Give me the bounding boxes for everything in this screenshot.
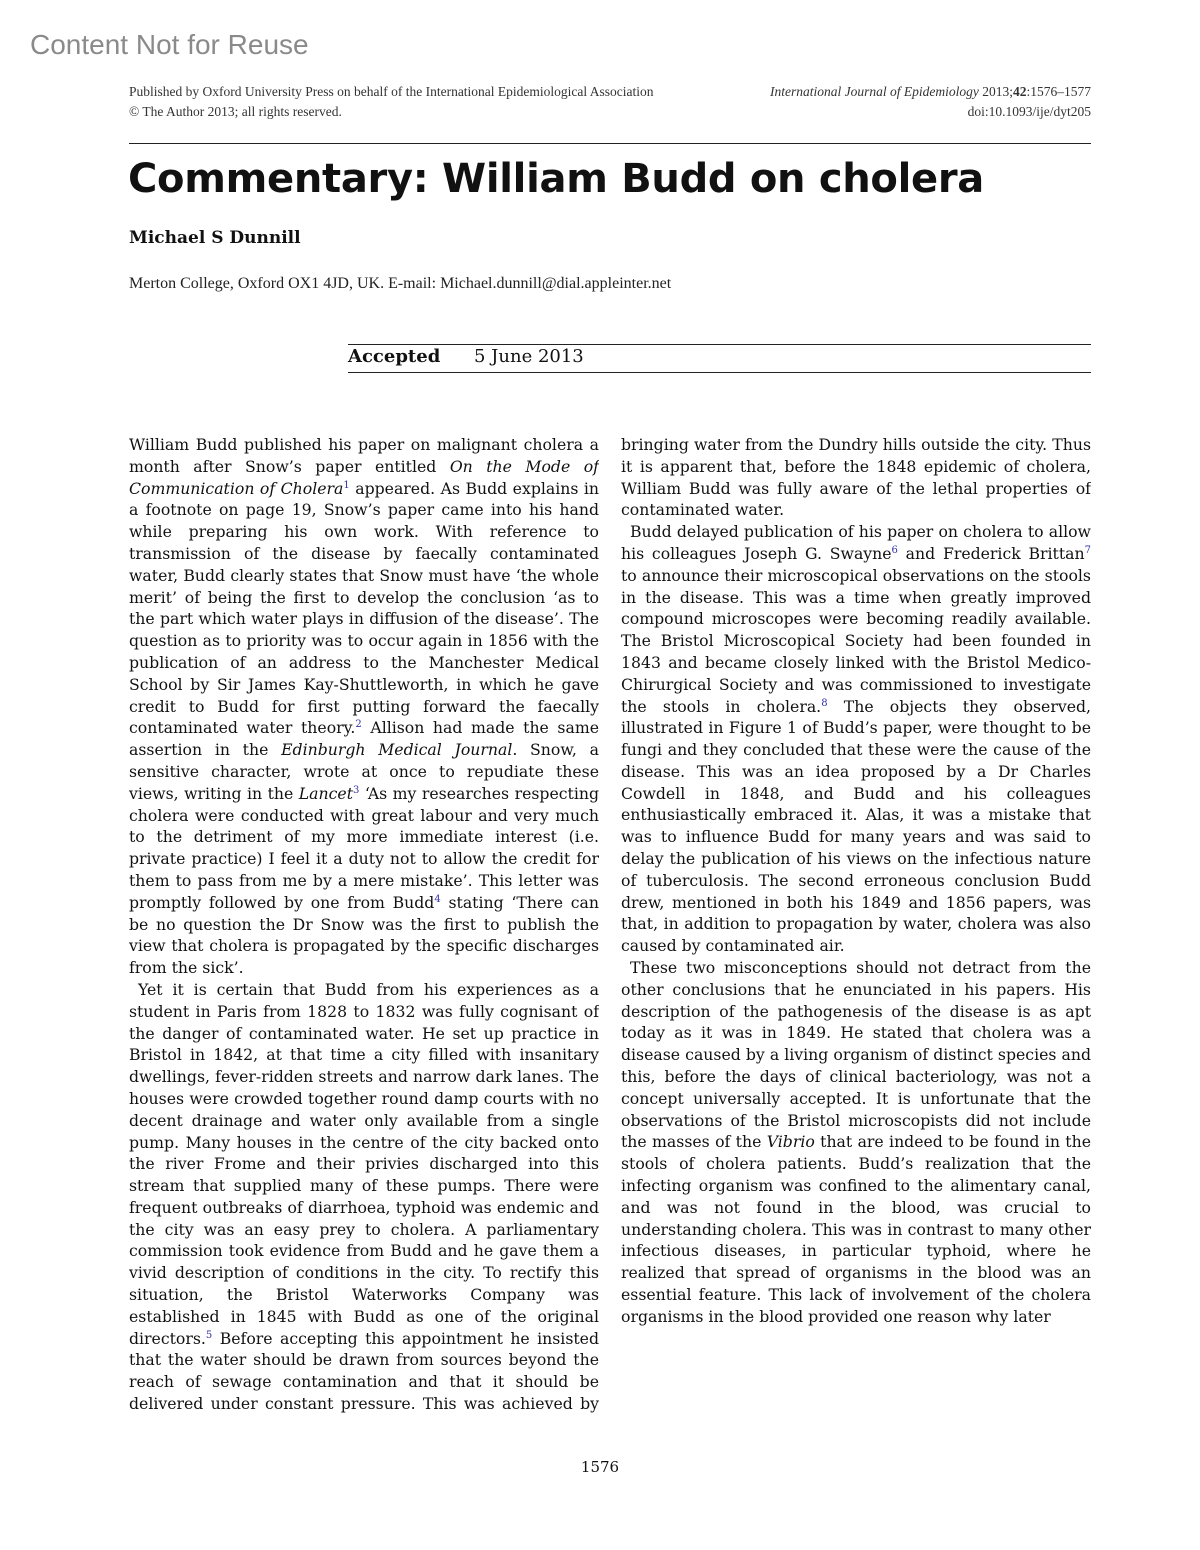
reference-link-7[interactable]: 7 <box>1084 544 1091 556</box>
reference-link-5[interactable]: 5 <box>205 1329 213 1341</box>
doi-link[interactable]: doi:10.1093/ije/dyt205 <box>967 104 1091 119</box>
reference-link-8[interactable]: 8 <box>821 697 828 709</box>
accepted-date-box <box>348 344 1091 373</box>
journal-pages: :1576–1577 <box>1026 84 1091 99</box>
journal-year: 2013; <box>982 84 1013 99</box>
author-affiliation: Merton College, Oxford OX1 4JD, UK. E-mail: Michael.dunnill@dial.appleinter.net <box>129 275 672 292</box>
paragraph-2-start: Yet it is certain that Budd from his experiences as a student in Paris from 1828 to 1832 was fully cognisant of the danger of contaminated water. He set up practice in Bristol in 1842, at that time a city filled with insanitary dwellings, fever-ridden streets and narrow dark lanes. The houses were crowded together round damp courts with no decent drainage and water only available from a single pump. Many houses in the centre of the city backed onto the river Frome and their privies discharged into this stream that supplied many of these pumps. There were frequent outbreaks of diarrhoea, typhoid was endemic and the city was an easy prey to cholera. A parliamentary commission took evidence from Budd and he gave them a vivid description of conditions in the city. To rectify this situation, the Bristol Waterworks Company was established in 1845 with Budd as one of the original directors.$^5$ Before accepting this appointment he insisted that the water should be drawn from sources beyond the reach of sewage contamination and that it should be delivered under constant pressure. This was achieved by <box>129 979 599 1415</box>
journal-citation <box>731 82 1091 122</box>
header-divider <box>129 143 1091 144</box>
publisher-info <box>129 82 749 122</box>
reference-link-1[interactable]: 1 <box>343 479 350 491</box>
paragraph-2-end: bringing water from the Dundry hills outside the city. Thus it is apparent that, before the 1848 epidemic of cholera, William Budd was fully aware of the lethal properties of contaminated water. <box>621 434 1091 520</box>
publisher-line: Published by Oxford University Press on behalf of the International Epidemiological Association <box>129 84 654 99</box>
text-column-left <box>129 434 599 1415</box>
text-column-right <box>621 434 1091 1424</box>
reference-link-6[interactable]: 6 <box>891 544 898 556</box>
paragraph-4: These two misconceptions should not detract from the other conclusions that he enunciated in his papers. His description of the pathogenesis of the disease is as apt today as it was in 1849. He stated that cholera was a disease caused by a living organism of distinct species and this, before the days of clinical bacteriology, was not a concept universally accepted. It is unfortunate that the observations of the Bristol microscopists did not include the masses of the Vibrio that are indeed to be found in the stools of cholera patients. Budd’s realization that the infecting organism was confined to the alimentary canal, and was not found in the blood, was crucial to understanding cholera. This was in contrast to many other infectious diseases, in particular typhoid, where he realized that spread of organisms in the blood was an essential feature. This lack of involvement of the cholera organisms in the blood provided one reason why later <box>621 958 1091 1326</box>
page-number: 1576 <box>580 1458 620 1476</box>
paragraph-1: William Budd published his paper on malignant cholera a month after Snow’s paper entitled On the Mode of Communication of Cholera$^1$ appeared. As Budd explains in a footnote on page 19, Snow’s paper came into his hand while preparing his own work. With reference to transmission of the disease by faecally contaminated water, Budd clearly states that Snow must have ‘the whole merit’ of being the first to develop the conclusion ‘as to the part which water plays in diffusion of the disease’. The question as to priority was to occur again in 1856 with the publication of an address to the Manchester Medical School by Sir James Kay-Shuttleworth, in which he gave credit to Budd for first putting forward the faecally contaminated water theory.$^2$ Allison had made the same assertion in the Edinburgh Medical Journal. Snow, a sensitive character, wrote at once to repudiate these views, writing in the Lancet$^3$ ‘As my researches respecting cholera were conducted with great labour and very much to the detriment of my more immediate interest (i.e. private practice) I feel it a duty not to allow the credit for them to pass from me by a mere mistake’. This letter was promptly followed by one from Budd$^4$ stating ‘There can be no question the Dr Snow was the first to publish the view that cholera is propagated by the specific discharges from the sick’. <box>129 435 599 978</box>
journal-line <box>731 82 1091 102</box>
paragraph-2-continued-left: Before accepting this appointment he insisted that the water should be drawn from sources beyond the reach of sewage contamination and that it should be delivered under constant pressure. This was achieved by <box>129 1328 599 1414</box>
paragraph-3: Budd delayed publication of his paper on cholera to allow his colleagues Joseph G. Swayne$^6$ and Frederick Brittan$^7$ to announce their microscopical observations on the stools in the disease. This was a time when greatly improved compound microscopes were becoming readily available. The Bristol Microscopical Society had been founded in 1843 and became closely linked with the Bristol Medico-Chirurgical Society and was commissioned to investigate the stools in cholera.$^8$ The objects they observed, illustrated in Figure 1 of Budd’s paper, were thought to be fungi and they concluded that these were the cause of the disease. This was an idea proposed by a Dr Charles Cowdell in 1848, and Budd and his colleagues enthusiastically embraced it. Alas, it was a mistake that was to influence Budd for many years and was said to delay the publication of his views on the infectious nature of tuberculosis. The second erroneous conclusion Budd drew, mentioned in both his 1849 and 1856 papers, was that, in addition to propagation by water, cholera was also caused by contaminated air. <box>621 522 1091 956</box>
reference-link-3[interactable]: 3 <box>353 784 360 796</box>
article-title: Commentary: William Budd on cholera <box>128 156 984 202</box>
reference-link-4[interactable]: 4 <box>434 893 441 905</box>
accepted-date: 5 June 2013 <box>474 346 584 367</box>
author-name: Michael S Dunnill <box>129 228 301 248</box>
accepted-label: Accepted <box>348 346 441 367</box>
journal-name[interactable]: International Journal of Epidemiology <box>769 84 979 99</box>
copyright-line: © The Author 2013; all rights reserved. <box>129 104 342 119</box>
journal-volume: 42 <box>1012 84 1027 99</box>
watermark-text: Content Not for Reuse <box>30 29 309 60</box>
reference-link-2[interactable]: 2 <box>355 719 362 731</box>
